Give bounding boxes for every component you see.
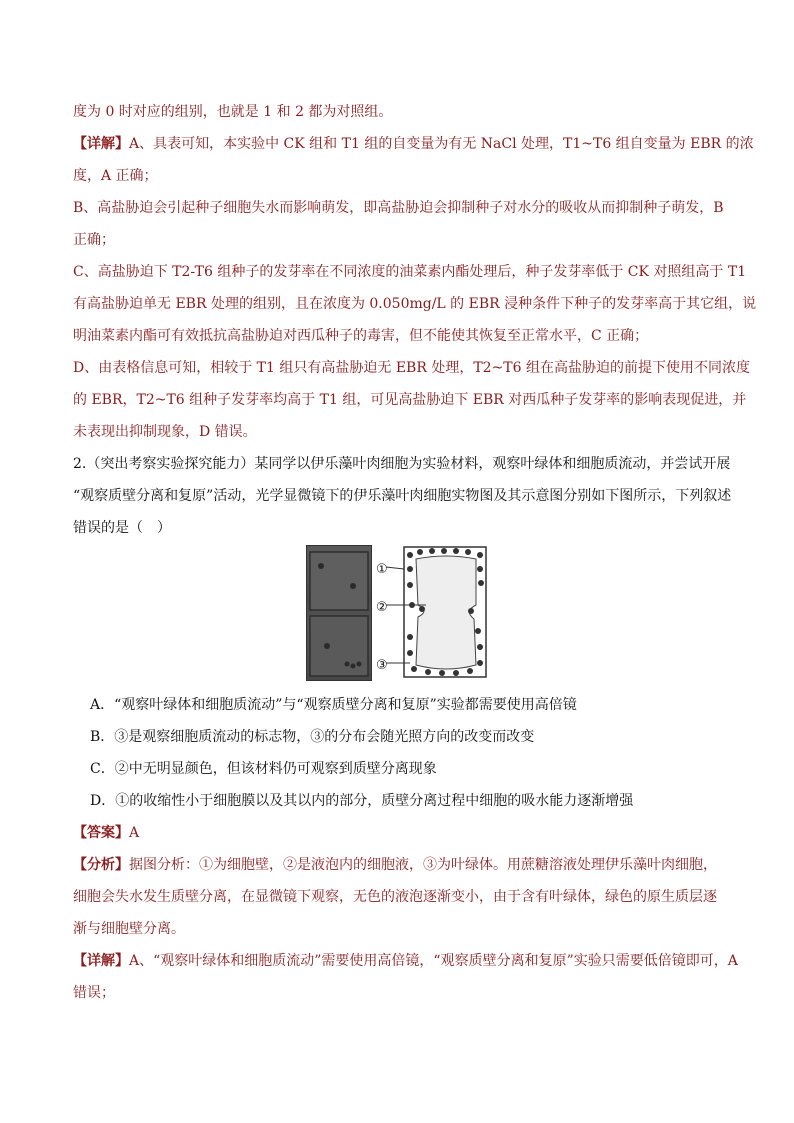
text-line: 明油菜素内酯可有效抵抗高盐胁迫对西瓜种子的毒害，但不能使其恢复至正常水平，C 正确； <box>73 328 649 344</box>
text-line: 的 EBR，T2~T6 组种子发芽率均高于 T1 组，可见高盐胁迫下 EBR 对西瓜种子发芽率的影响表现促进，并 <box>73 392 747 408</box>
analysis-tag: 【分析】 <box>73 857 129 873</box>
option-b: B．③是观察细胞质流动的标志物，③的分布会随光照方向的改变而改变 <box>90 729 535 745</box>
callout-2: ② <box>376 600 388 615</box>
detail-tag: 【详解】 <box>73 953 129 969</box>
question-line: 错误的是（ ） <box>73 520 171 536</box>
text-line: 度，A 正确； <box>73 168 158 184</box>
text-line: C、高盐胁迫下 T2-T6 组种子的发芽率在不同浓度的油菜素内酯处理后，种子发芽率低于 CK 对照组高于 T1 <box>73 264 747 280</box>
analysis-text: 据图分析：①为细胞壁，②是液泡内的细胞液，③为叶绿体。用蔗糖溶液处理伊乐藻叶肉细胞， <box>129 857 717 873</box>
answer-value: A <box>129 825 140 841</box>
callout-3: ③ <box>376 658 388 673</box>
text-line: 渐与细胞壁分离。 <box>73 921 185 937</box>
vacuole-shape <box>416 556 476 669</box>
callout-1: ① <box>376 562 388 577</box>
analysis-line <box>73 856 717 874</box>
text-line: B、高盐胁迫会引起种子细胞失水而影响萌发，即高盐胁迫会抑制种子对水分的吸收从而抑制种子萌发，B <box>73 200 724 216</box>
detail-text: A、“观察叶绿体和细胞质流动”需要使用高倍镜，“观察质壁分离和复原”实验只需要低倍镜即可，A <box>129 953 738 969</box>
text-line: 错误； <box>73 985 115 1001</box>
option-c: C．②中无明显颜色，但该材料仍可观察到质壁分离现象 <box>90 761 437 777</box>
answer-tag: 【答案】 <box>73 825 129 841</box>
detail-text: A、具表可知，本实验中 CK 组和 T1 组的自变量为有无 NaCl 处理，T1~T6 组自变量为 EBR 的浓 <box>129 136 754 152</box>
micrograph-image <box>306 545 372 681</box>
text-line: 细胞会失水发生质壁分离，在显微镜下观察，无色的液泡逐渐变小，由于含有叶绿体，绿色的原生质层逐 <box>73 889 717 905</box>
text-line: D、由表格信息可知，相较于 T1 组只有高盐胁迫无 EBR 处理，T2~T6 组在高盐胁迫的前提下使用不同浓度 <box>73 360 750 376</box>
micrograph-detail <box>307 546 371 680</box>
detail-line <box>73 135 754 153</box>
text-line: 度为 0 时对应的组别，也就是 1 和 2 都为对照组。 <box>73 104 393 120</box>
text-line: 正确； <box>73 232 115 248</box>
text-line: 有高盐胁迫单无 EBR 处理的组别，且在浓度为 0.050mg/L 的 EBR 浸种条件下种子的发芽率高于其它组，说 <box>73 296 757 312</box>
question-line: “观察质壁分离和复原”活动，光学显微镜下的伊乐藻叶肉细胞实物图及其示意图分别如下图所示，下列叙述 <box>73 488 732 504</box>
cell-figure <box>306 545 488 681</box>
text-line: 未表现出抑制现象，D 错误。 <box>73 424 257 440</box>
option-d: D．①的收缩性小于细胞膜以及其以内的部分，质壁分离过程中细胞的吸水能力逐渐增强 <box>90 793 634 809</box>
answer-line <box>73 824 139 842</box>
option-a: A．“观察叶绿体和细胞质流动”与“观察质壁分离和复原”实验都需要使用高倍镜 <box>90 697 577 713</box>
question-line: 2.（突出考察实验探究能力）某同学以伊乐藻叶肉细胞为实验材料，观察叶绿体和细胞质流动，并尝试开展 <box>73 456 731 472</box>
detail-tag: 【详解】 <box>73 136 129 152</box>
detail-line <box>73 952 738 970</box>
cell-diagram-svg <box>376 545 488 679</box>
leader-line-1 <box>386 567 404 569</box>
cell-diagram <box>376 545 488 679</box>
